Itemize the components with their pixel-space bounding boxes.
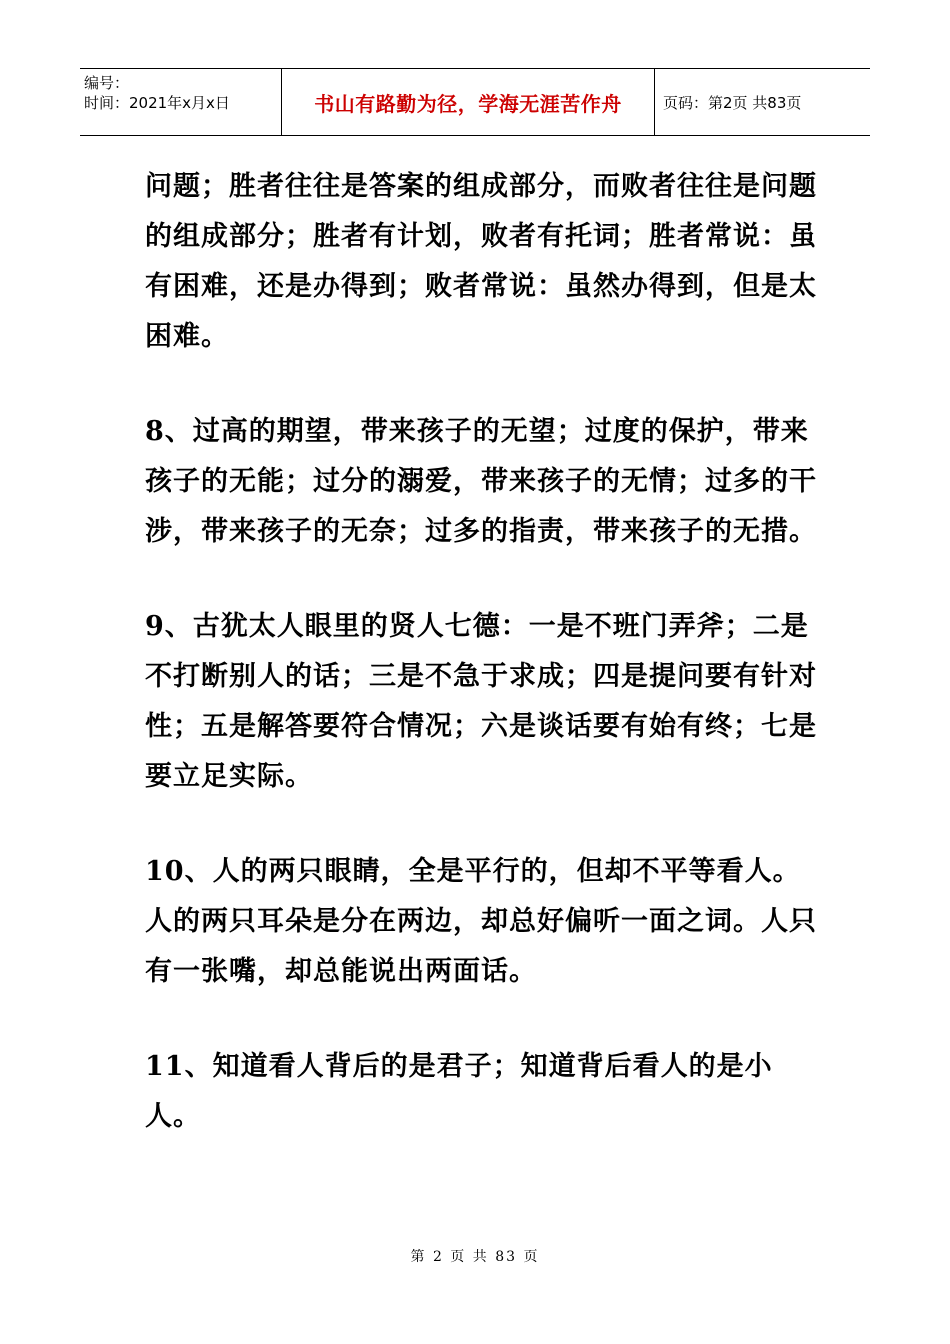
paragraph: 8、过高的期望，带来孩子的无望；过度的保护，带来孩子的无能；过分的溺爱，带来孩子的无情；过多的干涉，带来孩子的无奈；过多的指责，带来孩子的无措。	[145, 416, 817, 547]
paragraph: 11、知道看人背后的是君子；知道背后看人的是小人。	[145, 1051, 773, 1132]
paragraph: 问题；胜者往往是答案的组成部分，而败者往往是问题的组成部分；胜者有计划，败者有托词；胜者常说：虽有困难，还是办得到；败者常说：虽然办得到，但是太困难。	[145, 171, 817, 352]
header-page-info: 页码：第2页 共83页	[663, 93, 802, 112]
paragraph: 9、古犹太人眼里的贤人七德：一是不班门弄斧；二是不打断别人的话；三是不急于求成；四是提问要有针对性；五是解答要符合情况；六是谈话要有始有终；七是要立足实际。	[145, 611, 817, 792]
time-label: 时间：2021年x月x日	[84, 94, 230, 112]
document-body	[145, 162, 825, 1142]
page-footer: 第 2 页 共 83 页	[410, 1249, 540, 1265]
paragraph: 10、人的两只眼睛，全是平行的，但却不平等看人。人的两只耳朵是分在两边，却总好偏听一面之词。人只有一张嘴，却总能说出两面话。	[145, 856, 817, 987]
page-header	[80, 68, 870, 136]
header-meta	[80, 69, 282, 135]
header-motto: 书山有路勤为径，学海无涯苦作舟	[282, 69, 655, 135]
number-label: 编号：	[84, 74, 130, 92]
